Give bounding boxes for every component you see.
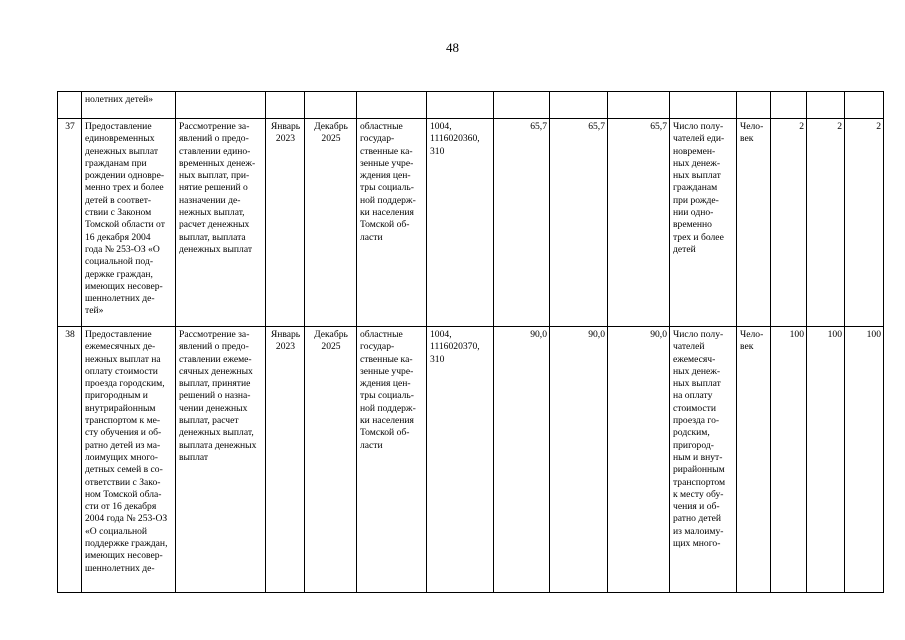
- unit: [737, 327, 771, 593]
- text-line: Томской об-: [360, 219, 410, 231]
- target-year-3: 100: [845, 327, 884, 593]
- text-line: детей: [673, 243, 696, 255]
- cell-name-continuation: нолетних детей»: [82, 92, 176, 119]
- text-line: пригород-: [673, 439, 714, 451]
- text-line: ставлении едино-: [179, 145, 251, 157]
- executor: [357, 119, 427, 327]
- text-line: 1004,: [430, 121, 452, 132]
- text-line: новремен-: [673, 145, 716, 157]
- text-line: проезда го-: [673, 415, 720, 427]
- text-line: Томской об-: [360, 427, 410, 439]
- text-line: ственные ка-: [360, 145, 413, 157]
- text-line: тры социаль-: [360, 182, 414, 194]
- text-line: ждения цен-: [360, 378, 411, 390]
- text-line: гражданам: [673, 182, 718, 194]
- text-line: выплат: [179, 451, 209, 463]
- text-line: денежных выплат,: [179, 427, 254, 439]
- text-line: сячных денежных: [179, 365, 253, 377]
- text-line: Январь: [270, 329, 301, 340]
- text-line: Число полу-: [673, 121, 724, 132]
- text-line: Чело-: [740, 121, 764, 132]
- value-year-3: 90,0: [608, 327, 670, 593]
- text-line: на оплату: [673, 390, 713, 402]
- measure-content: [176, 119, 266, 327]
- text-line: ласти: [360, 231, 383, 243]
- text-line: ной поддерж-: [360, 402, 416, 414]
- text-line: 2025: [321, 133, 341, 145]
- budget-code: [427, 327, 494, 593]
- text-line: ставлении ежеме-: [179, 353, 252, 365]
- text-line: ной поддерж-: [360, 194, 416, 206]
- text-line: Предоставление: [85, 121, 152, 132]
- text-line: нии одно-: [673, 207, 714, 219]
- target-year-3: 2: [845, 119, 884, 327]
- text-line: нятие решений о: [179, 182, 248, 194]
- text-line: 2025: [321, 341, 341, 353]
- value-year-2: 65,7: [550, 119, 608, 327]
- text-line: ных выплат, при-: [179, 170, 250, 182]
- text-line: денежных выплат: [85, 145, 159, 157]
- text-line: ответствии с Зако-: [85, 476, 161, 488]
- indicator-name: [670, 327, 737, 593]
- text-line: ежемесячных де-: [85, 341, 156, 353]
- text-line: век: [740, 341, 754, 353]
- text-line: выплат, расчет: [179, 415, 239, 427]
- value-year-3: 65,7: [608, 119, 670, 327]
- target-year-1: 100: [771, 327, 807, 593]
- text-line: Рассмотрение за-: [179, 121, 250, 132]
- text-line: Рассмотрение за-: [179, 329, 250, 340]
- row-number: 38: [58, 327, 82, 593]
- budget-code: [427, 119, 494, 327]
- text-line: шеннолетних де-: [85, 562, 155, 574]
- text-line: социальной под-: [85, 256, 154, 268]
- start-date: [266, 119, 305, 327]
- text-line: 1116020370,: [430, 341, 480, 353]
- text-line: шеннолетних де-: [85, 293, 155, 305]
- text-line: менно трех и более: [85, 182, 164, 194]
- text-line: временно: [673, 219, 712, 231]
- text-line: тры социаль-: [360, 390, 414, 402]
- text-line: года № 253-ОЗ «О: [85, 243, 160, 255]
- text-line: ежемесяч-: [673, 353, 716, 365]
- text-line: к месту обу-: [673, 488, 724, 500]
- value-year-1: 90,0: [494, 327, 550, 593]
- text-line: ных выплат: [673, 378, 721, 390]
- text-line: Январь: [270, 121, 301, 132]
- unit: [737, 119, 771, 327]
- text-line: ласти: [360, 439, 383, 451]
- target-year-2: 2: [807, 119, 845, 327]
- target-year-1: 2: [771, 119, 807, 327]
- text-line: выплат, принятие: [179, 378, 251, 390]
- text-line: Декабрь: [314, 329, 348, 340]
- measure-content: [176, 327, 266, 593]
- end-date: [305, 119, 357, 327]
- text-line: государ-: [360, 341, 395, 353]
- measure-name: [82, 327, 176, 593]
- text-line: детных семей в со-: [85, 464, 163, 476]
- row-number: 37: [58, 119, 82, 327]
- text-line: Чело-: [740, 329, 764, 340]
- text-line: государ-: [360, 133, 395, 145]
- text-line: щих много-: [673, 538, 721, 550]
- indicator-name: [670, 119, 737, 327]
- text-line: ратно детей: [673, 513, 722, 525]
- text-line: стоимости: [673, 402, 716, 414]
- text-line: сту обучения и об-: [85, 427, 162, 439]
- text-line: ном Томской обла-: [85, 488, 162, 500]
- page-number: 48: [446, 40, 459, 55]
- text-line: рирайонным: [673, 464, 725, 476]
- text-line: внутрирайонным: [85, 402, 156, 414]
- text-line: транспортом к ме-: [85, 415, 161, 427]
- text-line: ственные ка-: [360, 353, 413, 365]
- text-line: ным и внут-: [673, 451, 723, 463]
- measure-name: [82, 119, 176, 327]
- table-row: [58, 119, 884, 327]
- text-line: нежных выплат,: [179, 207, 245, 219]
- text-line: Томской области от: [85, 219, 165, 231]
- text-line: трех и более: [673, 231, 724, 243]
- text-line: чении денежных: [179, 402, 248, 414]
- text-line: ствии с Законом: [85, 207, 152, 219]
- text-line: родским,: [673, 427, 710, 439]
- text-line: решений о назна-: [179, 390, 251, 402]
- text-line: зенные учре-: [360, 365, 414, 377]
- text-line: чателей: [673, 341, 705, 353]
- text-line: век: [740, 133, 754, 145]
- text-line: Предоставление: [85, 329, 152, 340]
- text-line: при рожде-: [673, 194, 719, 206]
- text-line: выплат, выплата: [179, 231, 246, 243]
- text-line: 2023: [275, 133, 296, 145]
- text-line: ки населения: [360, 415, 414, 427]
- text-line: держке граждан,: [85, 268, 153, 280]
- text-line: нежных выплат на: [85, 353, 161, 365]
- text-line: поддержке граждан,: [85, 538, 168, 550]
- text-line: из малоиму-: [673, 525, 724, 537]
- text-line: 310: [430, 145, 445, 157]
- target-year-2: 100: [807, 327, 845, 593]
- text-line: выплата денежных: [179, 439, 257, 451]
- text-line: «О социальной: [85, 525, 148, 537]
- text-line: 2023: [275, 341, 296, 353]
- text-line: ных денеж-: [673, 157, 721, 169]
- table-row-continuation: [58, 92, 884, 119]
- text-line: 310: [430, 353, 445, 365]
- text-line: денежных выплат: [179, 243, 253, 255]
- text-line: 2004 года № 253-ОЗ: [85, 513, 168, 525]
- value-year-1: 65,7: [494, 119, 550, 327]
- text-line: ждения цен-: [360, 170, 411, 182]
- value-year-2: 90,0: [550, 327, 608, 593]
- text-line: назначении де-: [179, 194, 241, 206]
- text-line: областные: [360, 121, 403, 132]
- text-line: 1116020360,: [430, 133, 480, 145]
- text-line: тей»: [85, 305, 104, 317]
- text-line: ных выплат: [673, 170, 721, 182]
- text-line: ных денеж-: [673, 365, 721, 377]
- text-line: Число полу-: [673, 329, 724, 340]
- table-row: [58, 327, 884, 593]
- text-line: областные: [360, 329, 403, 340]
- text-line: ратно детей из ма-: [85, 439, 161, 451]
- text-line: расчет денежных: [179, 219, 250, 231]
- text-line: проезда городским,: [85, 378, 165, 390]
- text-line: транспортом: [673, 476, 726, 488]
- text-line: рождении одновре-: [85, 170, 165, 182]
- cell-no-empty: [58, 92, 82, 119]
- text-line: временных денеж-: [179, 157, 256, 169]
- text-line: Декабрь: [314, 121, 348, 132]
- text-line: зенные учре-: [360, 157, 414, 169]
- program-table: [57, 91, 884, 593]
- text-line: пригородным и: [85, 390, 148, 402]
- text-line: оплату стоимости: [85, 365, 158, 377]
- text-line: имеющих несовер-: [85, 280, 163, 292]
- text-line: 16 декабря 2004: [85, 231, 151, 243]
- text-line: детей в соответ-: [85, 194, 152, 206]
- executor: [357, 327, 427, 593]
- text-line: чения и об-: [673, 501, 720, 513]
- text-line: единовременных: [85, 133, 155, 145]
- text-line: имеющих несовер-: [85, 550, 163, 562]
- text-line: явлений о предо-: [179, 133, 249, 145]
- text-line: чателей еди-: [673, 133, 725, 145]
- text-line: 1004,: [430, 329, 452, 340]
- start-date: [266, 327, 305, 593]
- text-line: явлений о предо-: [179, 341, 249, 353]
- text-line: сти от 16 декабря: [85, 501, 157, 513]
- text-line: лоимущих много-: [85, 451, 158, 463]
- text-line: ки населения: [360, 207, 414, 219]
- end-date: [305, 327, 357, 593]
- text-line: гражданам при: [85, 157, 147, 169]
